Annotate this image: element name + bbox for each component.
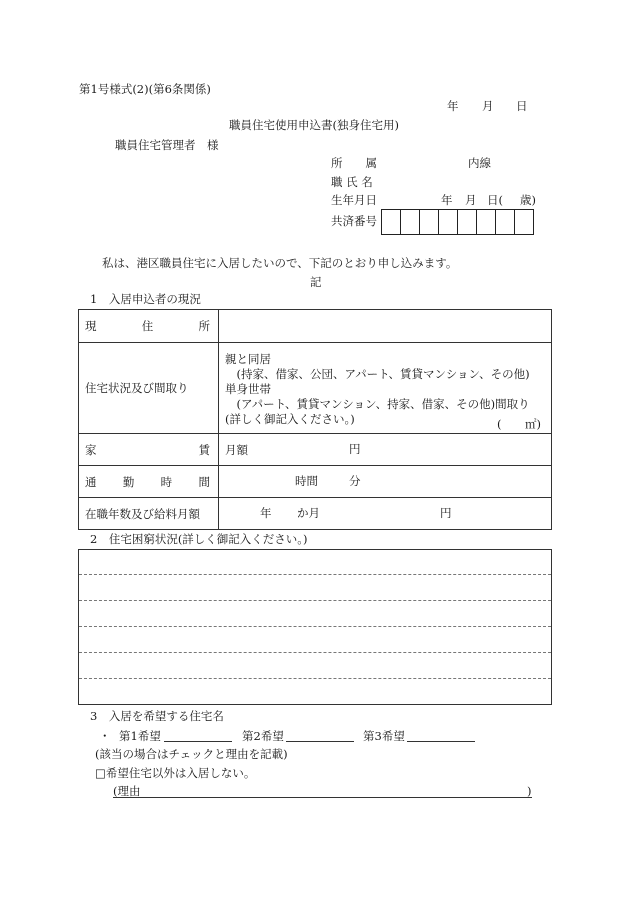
choice1-label: 第1希望 xyxy=(119,729,161,743)
current-address-field[interactable] xyxy=(219,310,552,343)
intro-text: 私は、港区職員住宅に入居したいので、下記のとおり申し込みます。 xyxy=(102,256,458,270)
dob-day: 日( xyxy=(487,193,503,207)
row-housing xyxy=(79,343,552,434)
digit-box[interactable] xyxy=(496,210,515,234)
date-year: 年 xyxy=(447,99,459,113)
choice2-field[interactable] xyxy=(286,730,354,742)
writing-line xyxy=(79,652,551,653)
digit-box[interactable] xyxy=(477,210,496,234)
tenure-months-label: か月 xyxy=(297,506,320,520)
note-text: (該当の場合はチェックと理由を記載) xyxy=(95,747,288,761)
reason-close: ) xyxy=(527,784,532,798)
department-label: 所 属 xyxy=(331,156,377,170)
commute-label: 通 勤 時 間 xyxy=(79,466,219,498)
digit-box[interactable] xyxy=(382,210,401,234)
commute-minutes-label: 分 xyxy=(349,474,361,488)
writing-line xyxy=(79,678,551,679)
housing-field[interactable] xyxy=(219,343,552,434)
commute-field[interactable] xyxy=(219,466,552,498)
tenure-salary-label: 在職年数及び給料月額 xyxy=(79,498,219,530)
housing-line: (アパート、賃貸マンション、持家、借家、その他)間取り xyxy=(225,396,530,411)
choice2-label: 第2希望 xyxy=(242,729,284,743)
rent-monthly-label: 月額 xyxy=(225,442,248,457)
page-title: 職員住宅使用申込書(独身住宅用) xyxy=(229,118,399,132)
area-open: ( xyxy=(497,417,502,431)
row-current-address xyxy=(79,310,552,343)
housing-line: 親と同居 xyxy=(225,351,271,366)
current-address-label: 現 住 所 xyxy=(79,310,219,343)
date-day: 日 xyxy=(516,99,528,113)
digit-box[interactable] xyxy=(439,210,458,234)
tenure-years-label: 年 xyxy=(260,506,272,520)
dob-year: 年 xyxy=(441,193,453,207)
only-desired-checkbox[interactable]: □希望住宅以外は入居しない。 xyxy=(95,766,256,780)
name-label: 職 氏 名 xyxy=(331,175,373,189)
rent-yen-label: 円 xyxy=(349,442,361,456)
writing-line xyxy=(79,626,551,627)
addressee: 職員住宅管理者 様 xyxy=(115,138,219,152)
housing-line: (持家、借家、公団、アパート、賃貸マンション、その他) xyxy=(225,366,530,381)
mutual-aid-number-boxes[interactable] xyxy=(381,209,534,235)
digit-box[interactable] xyxy=(458,210,477,234)
writing-line xyxy=(79,574,551,575)
dob-label: 生年月日 xyxy=(331,193,377,207)
housing-line: (詳しく御記入ください。) xyxy=(225,411,355,426)
choice3-field[interactable] xyxy=(407,730,475,742)
digit-box[interactable] xyxy=(401,210,420,234)
row-tenure-salary xyxy=(79,498,552,530)
salary-yen-label: 円 xyxy=(440,506,452,520)
housing-label: 住宅状況及び間取り xyxy=(79,343,219,434)
area-unit: ㎡) xyxy=(525,417,541,431)
writing-line xyxy=(79,600,551,601)
rent-label: 家 賃 xyxy=(79,434,219,466)
dob-age: 歳) xyxy=(520,193,536,207)
housing-hardship-textarea[interactable] xyxy=(78,549,552,705)
reason-label: (理由 xyxy=(113,784,141,798)
ki-label: 記 xyxy=(310,275,322,289)
form-number: 第1号様式(2)(第6条関係) xyxy=(79,82,211,96)
row-commute xyxy=(79,466,552,498)
housing-line: 単身世帯 xyxy=(225,381,271,396)
tenure-salary-field[interactable] xyxy=(219,498,552,530)
digit-box[interactable] xyxy=(515,210,533,234)
bullet: ・ xyxy=(99,729,111,743)
applicant-status-table xyxy=(78,309,552,530)
choice3-label: 第3希望 xyxy=(363,729,405,743)
rent-field[interactable] xyxy=(219,434,552,466)
mutual-aid-number-label: 共済番号 xyxy=(331,214,377,228)
extension-label: 内線 xyxy=(468,156,491,170)
row-rent xyxy=(79,434,552,466)
section3-heading: 3 入居を希望する住宅名 xyxy=(90,709,224,723)
date-month: 月 xyxy=(482,99,494,113)
commute-hours-label: 時間 xyxy=(295,474,318,488)
digit-box[interactable] xyxy=(420,210,439,234)
section2-heading: 2 住宅困窮状況(詳しく御記入ください。) xyxy=(90,532,308,546)
choice1-field[interactable] xyxy=(164,730,232,742)
section1-heading: 1 入居申込者の現況 xyxy=(90,292,201,306)
reason-field[interactable] xyxy=(113,797,532,798)
dob-month: 月 xyxy=(465,193,477,207)
